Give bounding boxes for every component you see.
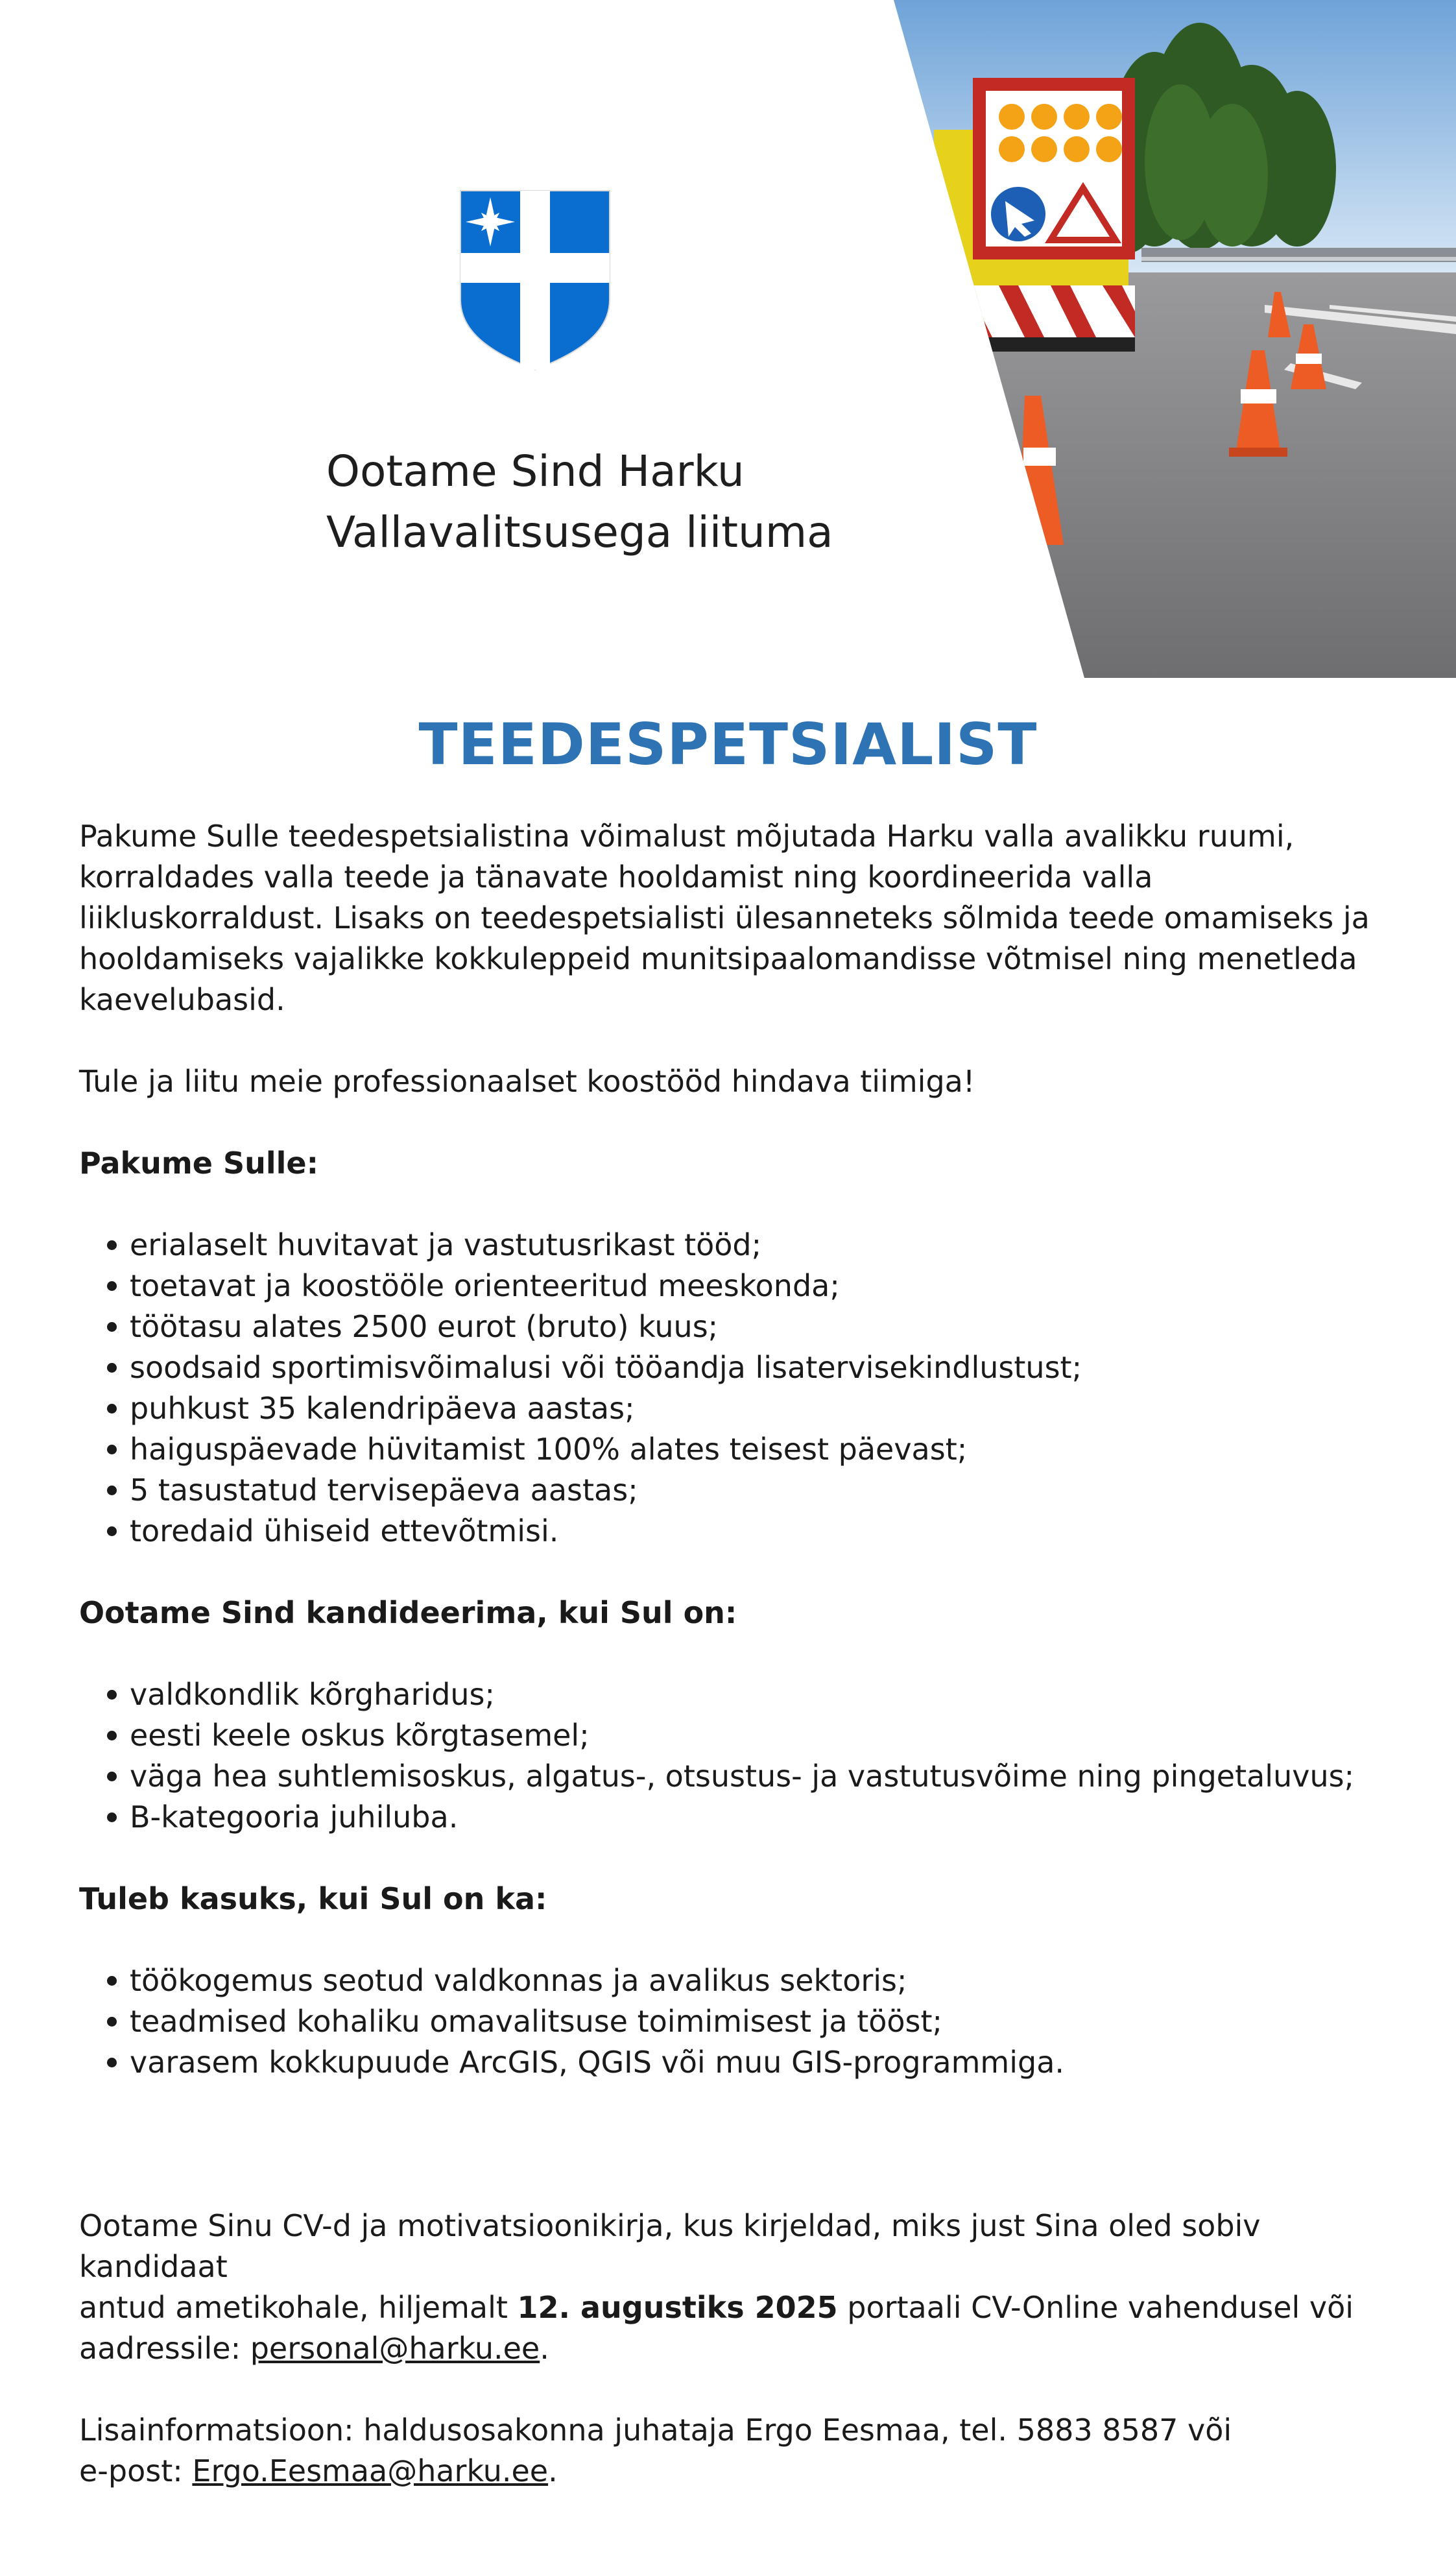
tagline-line-2: Vallavalitsusega liituma — [326, 507, 833, 557]
contact-paragraph — [79, 2410, 1402, 2492]
list-item: valdkondlik kõrgharidus; — [79, 1674, 1402, 1715]
bonus-heading: Tuleb kasuks, kui Sul on ka: — [79, 1881, 547, 1916]
offer-list — [79, 1225, 1402, 1552]
header-tagline — [326, 441, 910, 563]
list-item: töötasu alates 2500 eurot (bruto) kuus; — [79, 1306, 1402, 1347]
deadline-date: 12. augustiks 2025 — [517, 2290, 838, 2325]
contact-line-2-end: . — [548, 2453, 558, 2488]
apply-line-3-end: . — [540, 2331, 549, 2366]
list-item: B-kategooria juhiluba. — [79, 1797, 1402, 1838]
requirements-list — [79, 1674, 1402, 1838]
requirements-heading: Ootame Sind kandideerima, kui Sul on: — [79, 1595, 737, 1630]
tagline-line-1: Ootame Sind Harku — [326, 446, 745, 496]
contact-line-2-start: e-post: — [79, 2453, 193, 2488]
intro-paragraph: Pakume Sulle teedespetsialistina võimalust mõjutada Harku valla avalikku ruumi, korraldades valla teede ja tänavate hooldamist ning koordineerida valla liikluskorraldust. Lisaks on teedespetsialisti ülesanneteks sõlmida teede omamiseks ja hooldamiseks vajalikke kokkuleppeid munitsipaalomandisse võtmisel ning menetleda kaevelubasid. — [79, 819, 1370, 1017]
list-item: 5 tasustatud tervisepäeva aastas; — [79, 1470, 1402, 1511]
apply-paragraph — [79, 2206, 1402, 2369]
invite-paragraph: Tule ja liitu meie professionaalset koostööd hindava tiimiga! — [79, 1064, 975, 1099]
bonus-list — [79, 1960, 1402, 2083]
offer-heading: Pakume Sulle: — [79, 1146, 319, 1181]
list-item: varasem kokkupuude ArcGIS, QGIS või muu GIS-programmiga. — [79, 2042, 1402, 2083]
contact-email-link[interactable]: Ergo.Eesmaa@harku.ee — [192, 2453, 549, 2488]
list-item: eesti keele oskus kõrgtasemel; — [79, 1715, 1402, 1756]
job-title: TEEDESPETSIALIST — [418, 711, 1038, 778]
contact-line-1: Lisainformatsioon: haldusosakonna juhataja Ergo Eesmaa, tel. 5883 8587 või — [79, 2413, 1232, 2448]
list-item: haiguspäevade hüvitamist 100% alates teisest päevast; — [79, 1429, 1402, 1470]
list-item: soodsaid sportimisvõimalusi või tööandja lisatervisekindlustust; — [79, 1347, 1402, 1388]
list-item: teadmised kohaliku omavalitsuse toimimisest ja tööst; — [79, 2001, 1402, 2042]
hr-email-link[interactable]: personal@harku.ee — [250, 2331, 540, 2366]
apply-line-1: Ootame Sinu CV-d ja motivatsioonikirja, kus kirjeldad, miks just Sina oled sobiv kandidaat — [79, 2208, 1261, 2284]
list-item: toredaid ühiseid ettevõtmisi. — [79, 1511, 1402, 1552]
harku-coat-of-arms — [459, 189, 611, 371]
list-item: väga hea suhtlemisoskus, algatus-, otsustus- ja vastutusvõime ning pingetaluvus; — [79, 1756, 1402, 1797]
list-item: erialaselt huvitavat ja vastutusrikast tööd; — [79, 1225, 1402, 1266]
apply-line-3-start: aadressile: — [79, 2331, 250, 2366]
list-item: toetavat ja koostööle orienteeritud meeskonda; — [79, 1266, 1402, 1306]
apply-line-2-start: antud ametikohale, hiljemalt — [79, 2290, 518, 2325]
list-item: töökogemus seotud valdkonnas ja avalikus sektoris; — [79, 1960, 1402, 2001]
header-photo — [0, 0, 1456, 678]
job-description — [79, 816, 1402, 2492]
list-item: puhkust 35 kalendripäeva aastas; — [79, 1388, 1402, 1429]
apply-line-2-end: portaali CV-Online vahendusel või — [837, 2290, 1354, 2325]
